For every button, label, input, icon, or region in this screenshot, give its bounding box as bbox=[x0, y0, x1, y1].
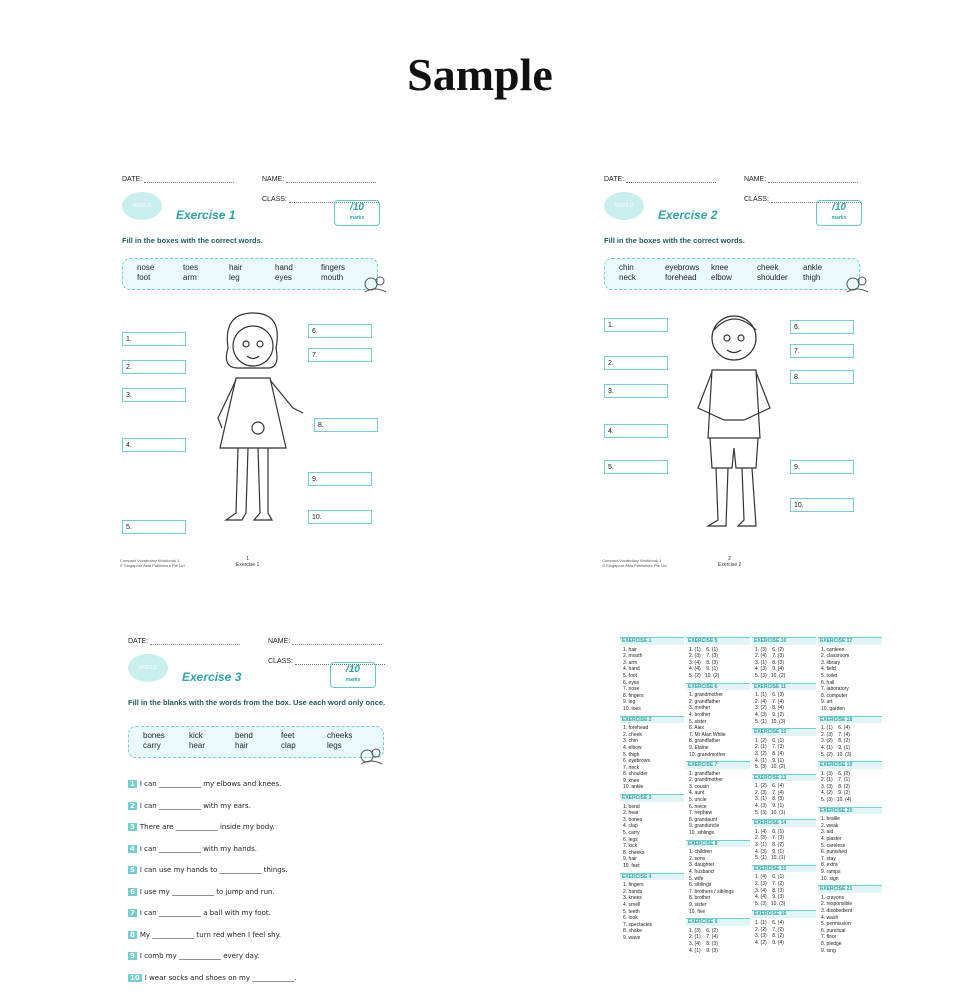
answer-item: 4. (3) 9. (4) bbox=[755, 666, 784, 673]
answer-item: 7. floor bbox=[821, 934, 837, 941]
answer-item: 3. (1) 8. (3) bbox=[755, 796, 784, 803]
answer-item: 6. punished bbox=[821, 849, 847, 856]
answer-item: 5. (3) 10. (4) bbox=[821, 797, 852, 804]
answer-item: 5. (1) 10. (1) bbox=[755, 855, 786, 862]
answer-item: 7. neck bbox=[623, 764, 640, 771]
answer-item: 5. uncle bbox=[689, 797, 707, 804]
answer-column bbox=[752, 634, 816, 954]
answer-item: 9. granduncle bbox=[689, 823, 720, 830]
answer-item: 1. (4) 6. (1) bbox=[755, 828, 784, 835]
answer-box[interactable]: 2. bbox=[604, 356, 668, 370]
mascot-icon bbox=[362, 272, 388, 294]
answer-item: 1. (2) 6. (1) bbox=[755, 737, 784, 744]
answer-item: 6. niece bbox=[689, 803, 707, 810]
answer-item: 5. (3) 10. (1) bbox=[755, 809, 786, 816]
worksheet-exercise-3 bbox=[124, 634, 394, 1000]
answer-item: 1. braille bbox=[821, 816, 840, 823]
sentence: 2 I can ____________ with my ears. bbox=[130, 801, 251, 810]
answer-item: 4. brother bbox=[689, 711, 711, 718]
answer-item: 10. ankle bbox=[623, 784, 644, 791]
answer-item: 3. (2) 8. (2) bbox=[821, 738, 850, 745]
sentence: 5 I can use my hands to ____________ things. bbox=[130, 866, 288, 874]
answer-item: 5. carry bbox=[623, 830, 640, 837]
answer-item: 2. (1) 7. (3) bbox=[755, 744, 784, 751]
answer-section-heading: EXERCISE 12 bbox=[752, 728, 816, 736]
answer-item: 9. sister bbox=[689, 901, 707, 908]
answer-box[interactable]: 3. bbox=[604, 384, 668, 398]
answer-item: 2. cheek bbox=[623, 731, 642, 738]
answer-item: 9. leg bbox=[623, 699, 636, 706]
answer-box[interactable]: 1. bbox=[122, 332, 186, 346]
answer-item: 7. brothers / siblings bbox=[689, 888, 734, 895]
answer-item: 3. bones bbox=[623, 816, 643, 823]
mascot-icon bbox=[358, 744, 384, 766]
answer-item: 9. knee bbox=[623, 777, 640, 784]
answer-item: 8. brother bbox=[689, 895, 711, 902]
answer-section-heading: EXERCISE 10 bbox=[752, 637, 816, 645]
answer-section-heading: EXERCISE 19 bbox=[818, 761, 882, 769]
answer-item: 4. (4) 9. (1) bbox=[689, 666, 718, 673]
answer-item: 6. eyebrows bbox=[623, 758, 650, 765]
answer-item: 2. hands bbox=[623, 888, 643, 895]
answer-item: 3. mother bbox=[689, 705, 711, 712]
answer-item: 4. field bbox=[821, 666, 836, 673]
answer-item: 7. nose bbox=[623, 686, 640, 693]
answer-item: 4. (1) 9. (1) bbox=[755, 757, 784, 764]
sentence: 10 I wear socks and shoes on my ____________. bbox=[130, 973, 297, 982]
answer-box[interactable]: 7. bbox=[308, 348, 372, 362]
answer-item: 4. (4) 9. (3) bbox=[755, 894, 784, 901]
answer-item: 2. (3) 7. (4) bbox=[821, 731, 850, 738]
footer: Compact Vocabulary Workbook 1 © Singapore Asia Publishers Pte Ltd bbox=[602, 558, 667, 568]
answer-box[interactable]: 7. bbox=[790, 344, 854, 358]
answer-item: 1. fingers bbox=[623, 882, 644, 889]
answer-item: 9. sing bbox=[821, 947, 836, 954]
answer-section-heading: EXERCISE 20 bbox=[818, 807, 882, 815]
footer: Compact Vocabulary Workbook 1 © Singapore Asia Publishers Pte Ltd bbox=[120, 558, 185, 568]
answer-item: 2. (3) 7. (3) bbox=[755, 835, 784, 842]
answer-item: 5. (3) 10. (2) bbox=[755, 672, 786, 679]
answer-item: 7. spectacles bbox=[623, 921, 653, 928]
answer-item: 1. forehead bbox=[623, 725, 649, 732]
answer-section-heading: EXERCISE 2 bbox=[620, 716, 684, 724]
answer-section-heading: EXERCISE 11 bbox=[752, 683, 816, 691]
answer-item: 3. daughter bbox=[689, 862, 715, 869]
answer-item: 4. smell bbox=[623, 901, 641, 908]
answer-item: 4. (3) 9. (1) bbox=[755, 848, 784, 855]
answer-item: 2. classroom bbox=[821, 653, 850, 660]
answer-item: 4. (1) 9. (3) bbox=[689, 947, 718, 954]
answer-item: 7. stay bbox=[821, 855, 836, 862]
answer-item: 8. pledge bbox=[821, 940, 842, 947]
answer-item: 2. hear bbox=[623, 810, 639, 817]
page-number: 2 Exercise 2 bbox=[718, 556, 742, 568]
answer-section-heading: EXERCISE 6 bbox=[686, 683, 750, 691]
answer-item: 8. grandaunt bbox=[689, 816, 718, 823]
answer-item: 5. (1) 10. (3) bbox=[755, 718, 786, 725]
sentence: 7 I can ____________ a ball with my foot. bbox=[130, 909, 271, 917]
answer-item: 4. plaster bbox=[821, 836, 842, 843]
sentence: 8 My ____________ turn red when I feel shy. bbox=[130, 930, 281, 939]
answer-item: 4. clap bbox=[623, 823, 638, 830]
word-box: bones kick bend feet cheeks carry hear hair clap legs bbox=[128, 726, 384, 758]
answer-item: 3. (2) 8. (4) bbox=[755, 750, 784, 757]
answer-item: 6. look bbox=[623, 915, 638, 922]
answer-item: 1. (3) 6. (2) bbox=[821, 770, 850, 777]
answer-item: 5. sister bbox=[689, 718, 707, 725]
answer-item: 1. bend bbox=[623, 803, 640, 810]
answer-item: 6. siblings bbox=[689, 882, 712, 889]
answer-item: 3. (3) 8. (2) bbox=[755, 933, 784, 940]
answer-item: 1. hair bbox=[623, 646, 637, 653]
answer-item: 1. (4) 6. (1) bbox=[755, 874, 784, 881]
answer-item: 2. (1) 7. (4) bbox=[689, 934, 718, 941]
sentence: 6 I use my ____________ to jump and run. bbox=[130, 887, 275, 896]
answer-item: 5. (2) 10. (3) bbox=[821, 751, 852, 758]
answer-item: 9. ramps bbox=[821, 869, 841, 875]
answer-item: 6. hall bbox=[821, 679, 835, 686]
answer-section-heading: EXERCISE 21 bbox=[818, 885, 882, 893]
answer-item: 3. (2) 8. (4) bbox=[755, 705, 784, 712]
answer-item: 2. (3) 7. (3) bbox=[689, 653, 718, 660]
answer-item: 2. grandmother bbox=[689, 777, 723, 784]
answer-item: 1. (3) 6. (2) bbox=[755, 646, 784, 653]
answer-item: 3. knees bbox=[623, 895, 642, 902]
marks-box: /10 marks bbox=[816, 200, 862, 226]
answer-item: 1. canteen bbox=[821, 646, 845, 653]
answer-item: 1. (1) 6. (1) bbox=[689, 646, 718, 653]
instruction: Fill in the boxes with the correct words. bbox=[122, 236, 263, 245]
name-label: NAME: bbox=[262, 176, 285, 183]
answer-item: 3. (1) 8. (3) bbox=[755, 659, 784, 666]
date-label: DATE: bbox=[604, 176, 625, 183]
answer-box[interactable]: 8. bbox=[314, 418, 378, 432]
answer-section-heading: EXERCISE 14 bbox=[752, 819, 816, 827]
answer-item: 3. (4) 8. (3) bbox=[755, 887, 784, 894]
instruction: Fill in the boxes with the correct words. bbox=[604, 236, 745, 245]
answer-item: 8. extra bbox=[821, 862, 838, 869]
answer-box[interactable]: 4. bbox=[604, 424, 668, 438]
date-label: DATE: bbox=[128, 638, 149, 645]
answer-item: 1. grandfather bbox=[689, 770, 721, 777]
answer-item: 8. shoulder bbox=[623, 771, 648, 778]
answer-box[interactable]: 8. bbox=[790, 370, 854, 384]
answer-item: 9. Elaine bbox=[689, 744, 709, 751]
word-box: nose toes hair hand fingers foot arm leg eyes mouth bbox=[122, 258, 378, 290]
answer-box[interactable]: 10. bbox=[308, 510, 372, 524]
marks-box: /10 marks bbox=[334, 200, 380, 226]
answer-section-heading: EXERCISE 16 bbox=[752, 910, 816, 918]
answer-item: 1. grandmother bbox=[689, 692, 723, 699]
answer-item: 7. laboratory bbox=[821, 686, 849, 693]
answer-item: 3. (4) 8. (3) bbox=[689, 659, 718, 666]
answer-section-heading: EXERCISE 8 bbox=[686, 840, 750, 848]
answer-section-heading: EXERCISE 1 bbox=[620, 637, 684, 645]
answer-box[interactable]: 6. bbox=[790, 320, 854, 334]
answer-section-heading: EXERCISE 9 bbox=[686, 918, 750, 926]
answer-item: 2. (3) 7. (2) bbox=[755, 881, 784, 887]
answer-item: 4. husband bbox=[689, 869, 714, 875]
answer-item: 5. thigh bbox=[623, 751, 640, 758]
date-label: DATE: bbox=[122, 176, 143, 183]
answer-box[interactable]: 9. bbox=[790, 460, 854, 474]
answer-item: 9. hair bbox=[623, 856, 637, 863]
answer-item: 8. cheeks bbox=[623, 849, 645, 856]
answer-item: 9. wave bbox=[623, 934, 641, 941]
answer-item: 6. Alex bbox=[689, 725, 705, 732]
answer-item: 4. (3) 9. (2) bbox=[755, 711, 784, 718]
answer-item: 6. eyes bbox=[623, 679, 640, 686]
answer-item: 3. chin bbox=[623, 738, 638, 745]
answer-section-heading: EXERCISE 4 bbox=[620, 873, 684, 881]
answer-section-heading: EXERCISE 13 bbox=[752, 774, 816, 782]
sentence: 9 I comb my ____________ every day. bbox=[130, 952, 260, 960]
answer-item: 5. (3) 10. (3) bbox=[755, 900, 786, 907]
answer-item: 4. (2) 9. (4) bbox=[755, 939, 784, 946]
answer-item: 2. responsible bbox=[821, 901, 853, 908]
answer-item: 1. (2) 6. (4) bbox=[755, 783, 784, 790]
answer-item: 7. kick bbox=[623, 843, 638, 850]
worksheet-exercise-2 bbox=[600, 172, 880, 574]
answer-item: 10. five bbox=[689, 908, 706, 915]
answer-item: 9. art bbox=[821, 699, 833, 706]
marks-box: /10 marks bbox=[330, 662, 376, 688]
answer-item: 1. (1) 6. (4) bbox=[755, 919, 784, 926]
answer-item: 2. (2) 7. (2) bbox=[755, 926, 784, 933]
class-label: CLASS: bbox=[262, 196, 287, 203]
answer-item: 4. (2) 9. (2) bbox=[821, 790, 850, 797]
answer-section-heading: EXERCISE 5 bbox=[686, 637, 750, 645]
name-label: NAME: bbox=[268, 638, 291, 645]
answer-item: 5. permission bbox=[821, 921, 851, 928]
exercise-title: Exercise 2 bbox=[658, 208, 718, 222]
answer-item: 3. (1) 8. (2) bbox=[755, 842, 784, 849]
answer-item: 6. legs bbox=[623, 836, 638, 843]
sentence: 1 I can ____________ my elbows and knees. bbox=[130, 780, 282, 788]
answer-item: 5. wife bbox=[689, 875, 704, 882]
answer-item: 5. toilet bbox=[821, 672, 838, 679]
answer-item: 5. foot bbox=[623, 672, 637, 679]
answer-item: 1. (1) 6. (3) bbox=[755, 692, 784, 699]
answer-item: 2. (4) 7. (4) bbox=[755, 698, 784, 705]
answer-item: 8. shake bbox=[623, 928, 642, 935]
answer-section-heading: EXERCISE 7 bbox=[686, 761, 750, 769]
answer-item: 4. (1) 9. (1) bbox=[821, 744, 850, 751]
answer-box[interactable]: 5. bbox=[604, 460, 668, 474]
answer-item: 3. (4) 8. (3) bbox=[689, 940, 718, 947]
answer-item: 5. careless bbox=[821, 842, 846, 849]
answer-column bbox=[818, 634, 882, 954]
answer-item: 4. aunt bbox=[689, 790, 705, 797]
answer-item: 1. children bbox=[689, 849, 713, 856]
answer-item: 4. elbow bbox=[623, 744, 642, 751]
answer-item: 2. (1) 7. (1) bbox=[821, 777, 850, 784]
class-label: CLASS: bbox=[268, 658, 293, 665]
answer-item: 5. (2) 10. (2) bbox=[689, 672, 720, 679]
answer-item: 8. computer bbox=[821, 692, 848, 699]
answer-item: 2. (3) 7. (4) bbox=[755, 789, 784, 796]
sentence-list bbox=[128, 780, 296, 995]
answer-item: 10. toes bbox=[623, 705, 641, 712]
world-badge-icon: WORLD bbox=[128, 654, 168, 682]
answer-item: 1. (1) 6. (4) bbox=[821, 725, 850, 732]
word-box: chin eyebrows knee cheek ankle neck forehead elbow shoulder thigh bbox=[604, 258, 860, 290]
answer-item: 1. crayons bbox=[821, 894, 845, 901]
answer-item: 10. grandmother bbox=[689, 751, 726, 758]
answer-item: 8. fingers bbox=[623, 692, 644, 699]
answer-item: 5. teeth bbox=[623, 908, 640, 915]
world-badge-icon: WORLD bbox=[122, 192, 162, 220]
answer-item: 1. (3) 6. (2) bbox=[689, 927, 718, 934]
answer-column bbox=[620, 634, 684, 954]
answer-box[interactable]: 1. bbox=[604, 318, 668, 332]
answer-item: 2. weak bbox=[821, 822, 839, 829]
exercise-title: Exercise 3 bbox=[182, 670, 242, 684]
answer-key bbox=[620, 634, 884, 1000]
answer-item: 4. wash bbox=[821, 914, 839, 921]
answer-item: 8. grandfather bbox=[689, 738, 721, 745]
girl-illustration-icon bbox=[198, 308, 308, 538]
sentence: 3 There are ____________ inside my body. bbox=[130, 823, 275, 831]
answer-box[interactable]: 9. bbox=[308, 472, 372, 486]
answer-item: 3. disobedient bbox=[821, 907, 853, 914]
answer-item: 2. grandfather bbox=[689, 698, 721, 705]
answer-item: 10. feet bbox=[623, 863, 640, 869]
answer-item: 4. hand bbox=[623, 666, 640, 673]
page-number: 1 Exercise 1 bbox=[236, 556, 260, 568]
boy-illustration-icon bbox=[684, 308, 784, 538]
mascot-icon bbox=[844, 272, 870, 294]
answer-section-heading: EXERCISE 18 bbox=[818, 716, 882, 724]
answer-item: 5. (3) 10. (2) bbox=[755, 764, 786, 771]
sentence: 4 I can ____________ with my hands. bbox=[130, 844, 257, 853]
instruction: Fill in the blanks with the words from the box. Use each word only once. bbox=[128, 698, 386, 707]
answer-item: 2. (4) 7. (3) bbox=[755, 653, 784, 660]
world-badge-icon: WORLD bbox=[604, 192, 644, 220]
answer-item: 7. nephew bbox=[689, 810, 713, 817]
answer-item: 3. aid bbox=[821, 829, 834, 836]
answer-item: 2. sons bbox=[689, 855, 706, 862]
answer-box[interactable]: 10. bbox=[790, 498, 854, 512]
name-label: NAME: bbox=[744, 176, 767, 183]
class-label: CLASS: bbox=[744, 196, 769, 203]
answer-item: 4. (3) 9. (1) bbox=[755, 803, 784, 810]
answer-item: 3. arm bbox=[623, 659, 638, 666]
answer-item: 10. siblings bbox=[689, 830, 715, 837]
answer-box[interactable]: 3. bbox=[122, 388, 186, 402]
worksheet-exercise-1 bbox=[118, 172, 398, 574]
answer-item: 10. garden bbox=[821, 705, 845, 712]
answer-box[interactable]: 6. bbox=[308, 324, 372, 338]
answer-box[interactable]: 5. bbox=[122, 520, 186, 534]
answer-item: 10. sign bbox=[821, 875, 839, 882]
answer-column bbox=[686, 634, 750, 954]
answer-item: 6. punctual bbox=[821, 927, 846, 934]
answer-item: 3. (3) 8. (2) bbox=[821, 783, 850, 790]
answer-box[interactable]: 4. bbox=[122, 438, 186, 452]
answer-section-heading: EXERCISE 3 bbox=[620, 794, 684, 802]
page-title: Sample bbox=[407, 49, 553, 100]
answer-item: 3. cousin bbox=[689, 783, 710, 790]
answer-box[interactable]: 2. bbox=[122, 360, 186, 374]
exercise-title: Exercise 1 bbox=[176, 208, 236, 222]
answer-item: 7. Mr Alan White bbox=[689, 731, 726, 738]
answer-item: 3. library bbox=[821, 659, 841, 666]
answer-section-heading: EXERCISE 17 bbox=[818, 637, 882, 645]
answer-section-heading: EXERCISE 15 bbox=[752, 865, 816, 873]
answer-item: 2. mouth bbox=[623, 653, 643, 660]
